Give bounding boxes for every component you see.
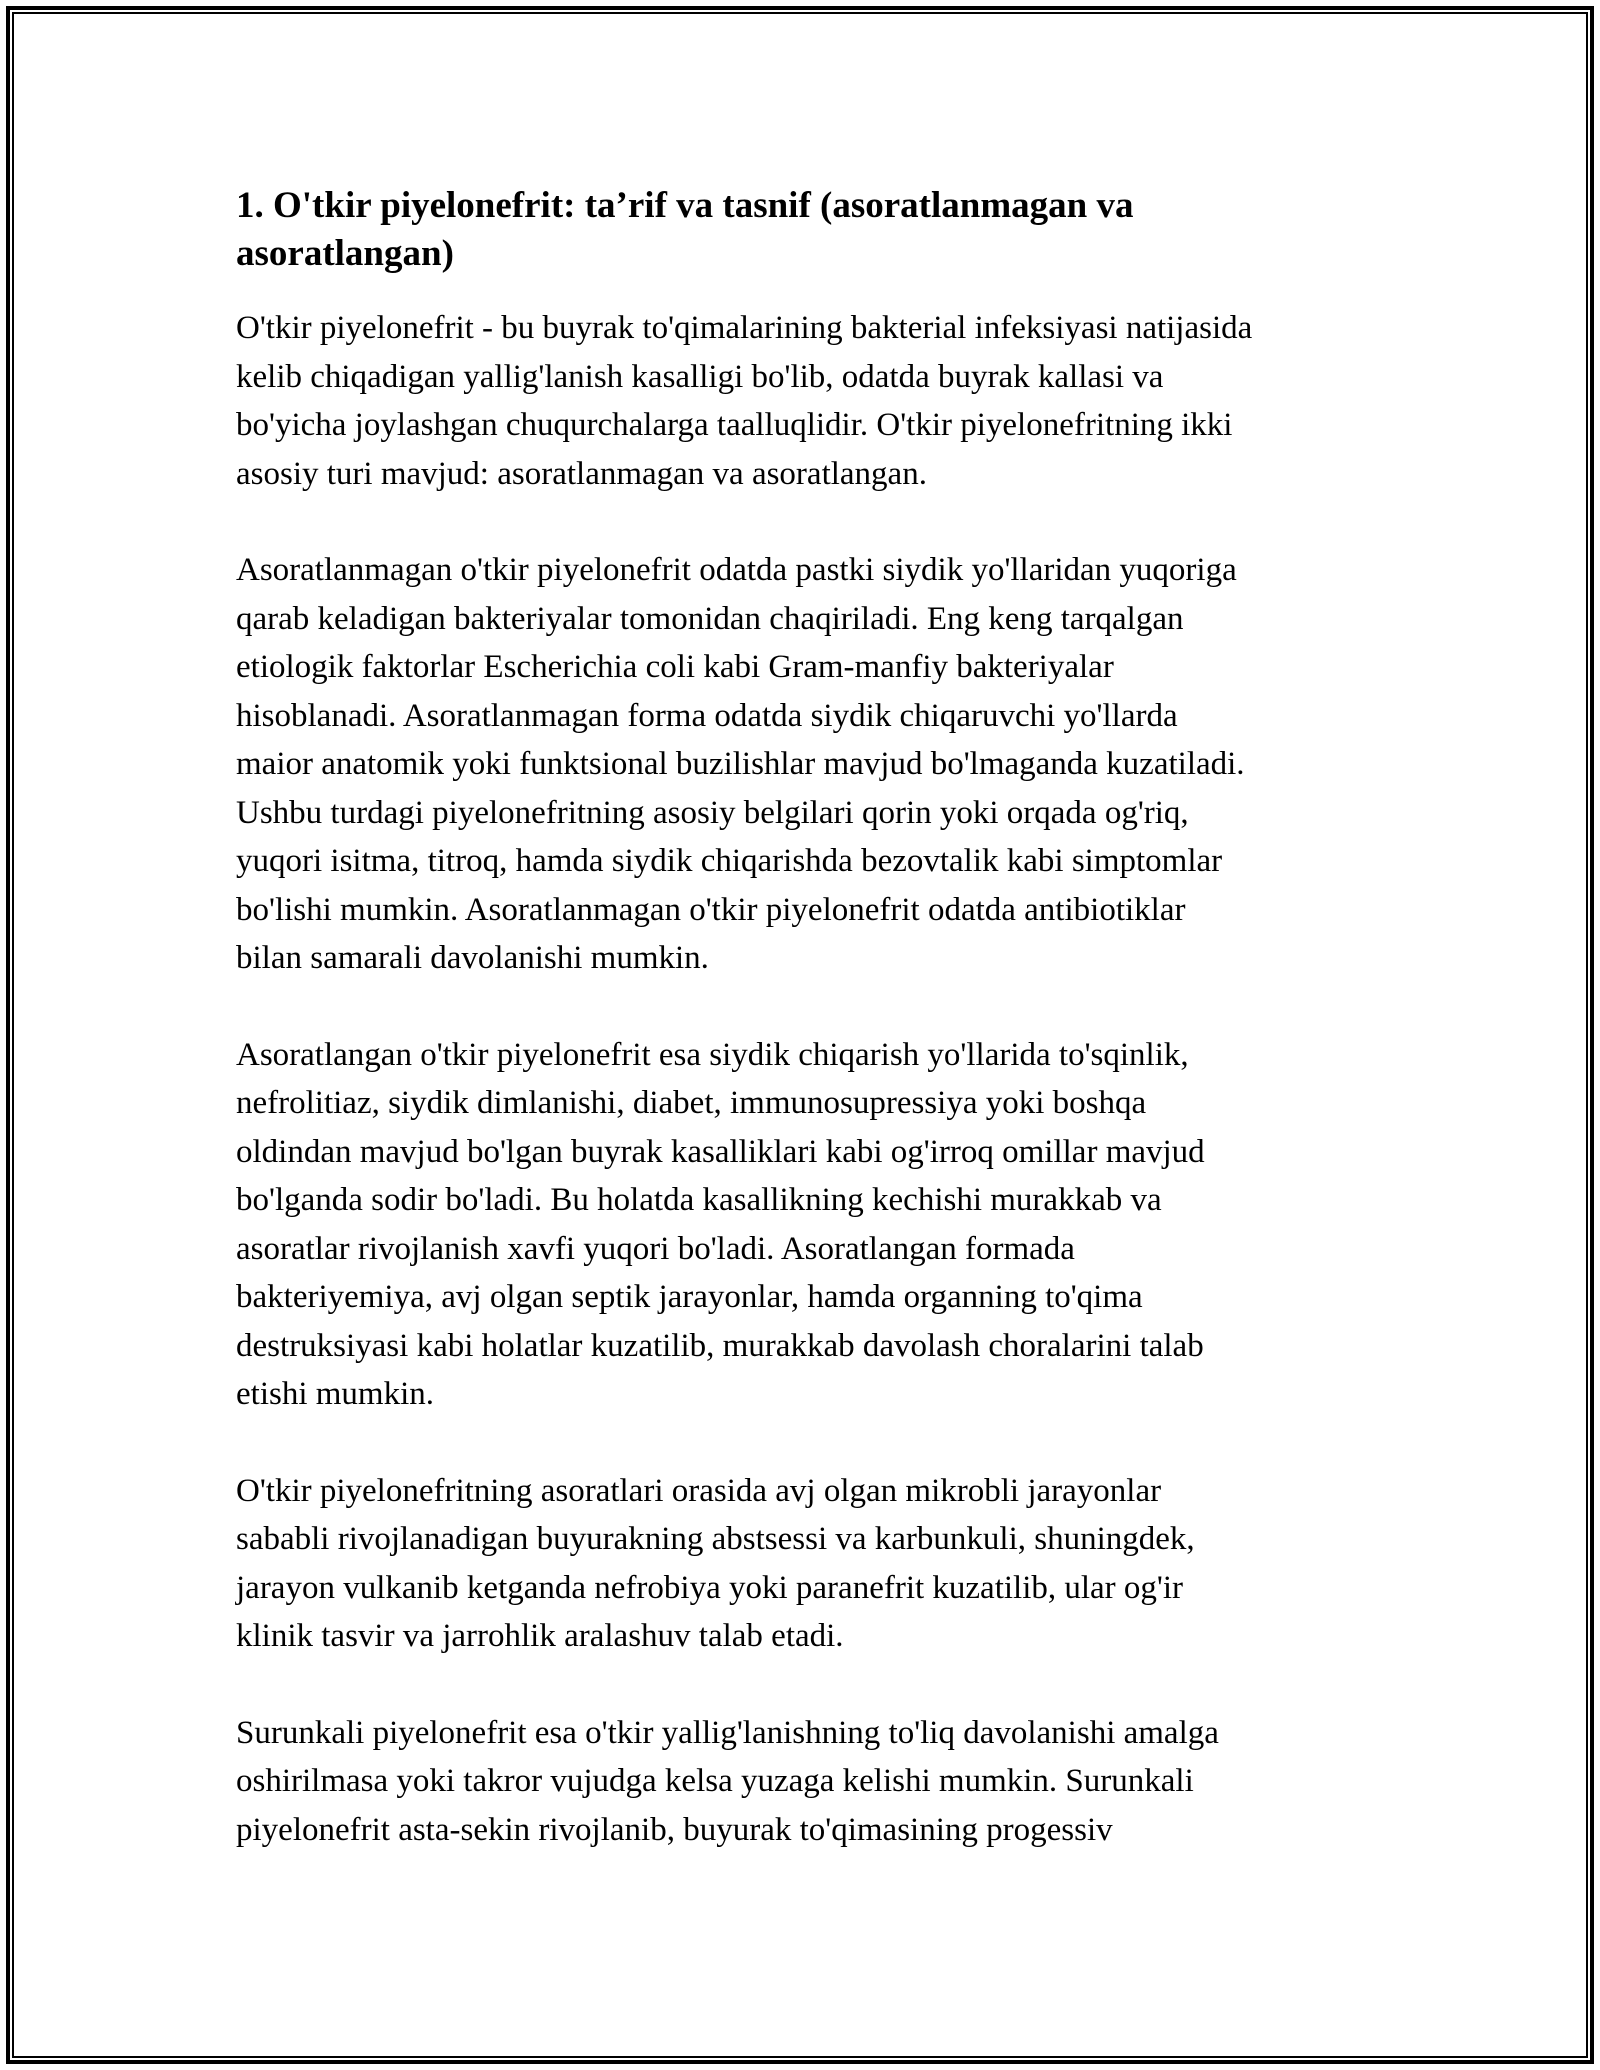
text-line: bo'yicha joylashgan chuqurchalarga taalluqlidir. O'tkir piyelonefritning ikki <box>236 407 1233 443</box>
heading-line: 1. O'tkir piyelonefrit: ta’rif va tasnif (asoratlanmagan va <box>236 185 1134 226</box>
text-line: Surunkali piyelonefrit esa o'tkir yallig'lanishning to'liq davolanishi amalga <box>236 1714 1219 1751</box>
text-line: asoratlar rivojlanish xavfi yuqori bo'ladi. Asoratlangan formada <box>236 1230 1075 1267</box>
text-line: oshirilmasa yoki takror vujudga kelsa yuzaga kelishi mumkin. Surunkali <box>236 1763 1194 1799</box>
text-line: nefrolitiaz, siydik dimlanishi, diabet, immunosupressiya yoki boshqa <box>236 1085 1147 1121</box>
text-line: bilan samarali davolanishi mumkin. <box>236 940 709 976</box>
text-line: kelib chiqadigan yallig'lanish kasalligi bo'lib, odatda buyrak kallasi va <box>236 358 1164 395</box>
heading-line: asoratlangan) <box>236 233 454 274</box>
text-line: maior anatomik yoki funktsional buzilishlar mavjud bo'lmaganda kuzatiladi. <box>236 746 1245 782</box>
text-line: etiologik faktorlar Escherichia coli kabi Gram-manfiy bakteriyalar <box>236 649 1114 685</box>
text-line: asosiy turi mavjud: asoratlanmagan va asoratlangan. <box>236 455 927 492</box>
paragraph-uncomplicated <box>236 546 1376 983</box>
text-line: destruksiyasi kabi holatlar kuzatilib, murakkab davolash choralarini talab <box>236 1327 1204 1364</box>
text-line: qarab keladigan bakteriyalar tomonidan chaqiriladi. Eng keng tarqalgan <box>236 600 1184 637</box>
paragraph-complicated <box>236 1031 1376 1419</box>
text-line: bakteriyemiya, avj olgan septik jarayonlar, hamda organning to'qima <box>236 1279 1143 1315</box>
text-line: klinik tasvir va jarrohlik aralashuv talab etadi. <box>236 1618 844 1654</box>
text-line: oldindan mavjud bo'lgan buyrak kasalliklari kabi og'irroq omillar mavjud <box>236 1133 1205 1170</box>
text-line: jarayon vulkanib ketganda nefrobiya yoki paranefrit kuzatilib, ular og'ir <box>236 1569 1184 1606</box>
text-line: hisoblanadi. Asoratlanmagan forma odatda siydik chiqaruvchi yo'llarda <box>236 697 1178 734</box>
text-line: bo'lganda sodir bo'ladi. Bu holatda kasallikning kechishi murakkab va <box>236 1182 1162 1218</box>
paragraph-complications <box>236 1467 1376 1661</box>
document-body <box>236 182 1376 1854</box>
text-line: O'tkir piyelonefrit - bu buyrak to'qimalarining bakterial infeksiyasi natijasida <box>236 310 1253 346</box>
text-line: yuqori isitma, titroq, hamda siydik chiqarishda bezovtalik kabi simptomlar <box>236 843 1223 879</box>
text-line: Asoratlangan o'tkir piyelonefrit esa siydik chiqarish yo'llarida to'sqinlik, <box>236 1036 1189 1073</box>
paragraph-chronic <box>236 1709 1376 1855</box>
text-line: bo'lishi mumkin. Asoratlanmagan o'tkir piyelonefrit odatda antibiotiklar <box>236 891 1186 928</box>
section-heading <box>236 182 1376 278</box>
text-line: O'tkir piyelonefritning asoratlari orasida avj olgan mikrobli jarayonlar <box>236 1472 1162 1509</box>
text-line: sababli rivojlanadigan buyurakning abstsessi va karbunkuli, shuningdek, <box>236 1521 1195 1557</box>
text-line: Ushbu turdagi piyelonefritning asosiy belgilari qorin yoki orqada og'riq, <box>236 794 1189 831</box>
text-line: piyelonefrit asta-sekin rivojlanib, buyurak to'qimasining progessiv <box>236 1811 1113 1848</box>
text-line: Asoratlanmagan o'tkir piyelonefrit odatda pastki siydik yo'llaridan yuqoriga <box>236 552 1237 588</box>
paragraph-definition <box>236 304 1376 498</box>
text-line: etishi mumkin. <box>236 1376 434 1412</box>
